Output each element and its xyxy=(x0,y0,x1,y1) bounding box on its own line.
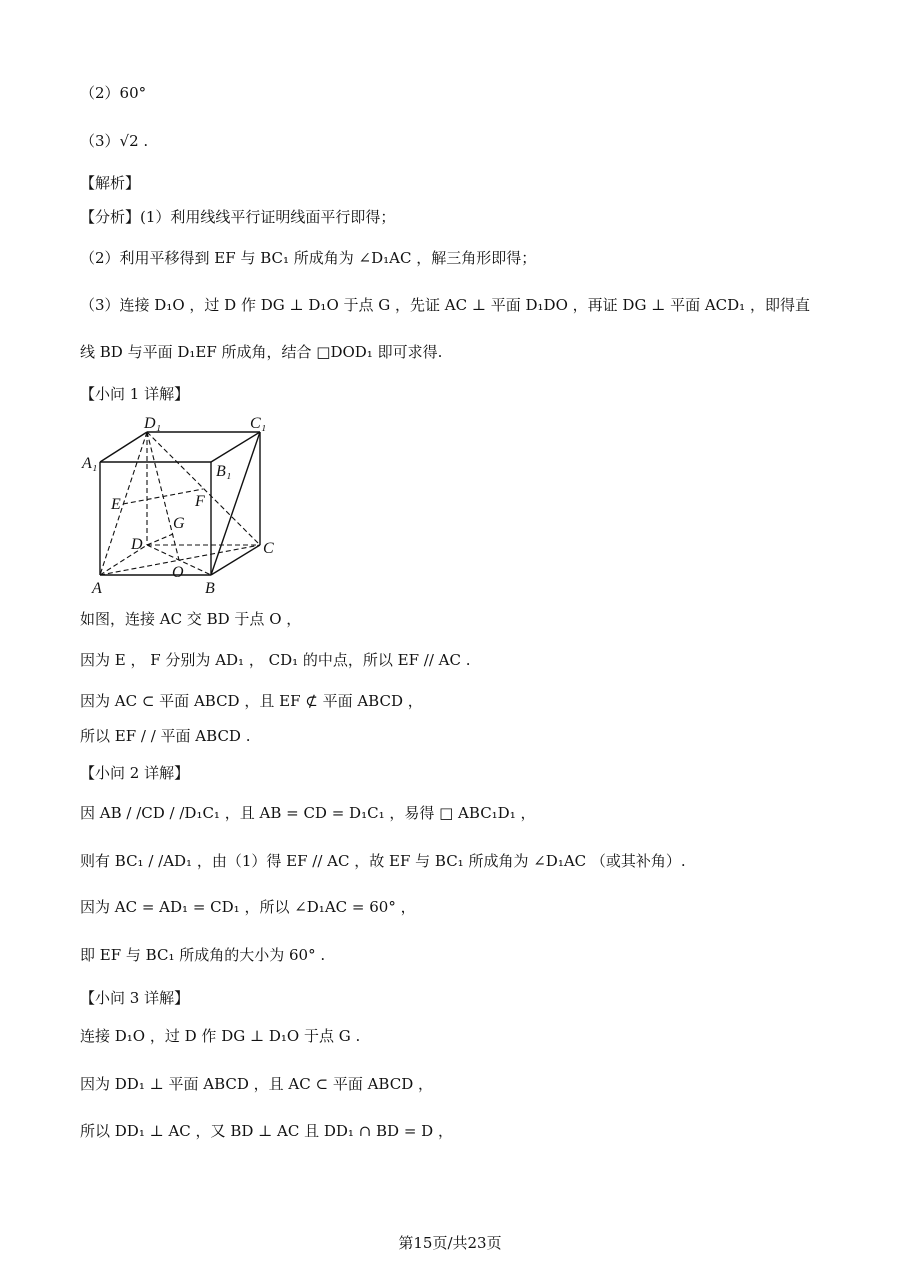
part1-line-3: 因为 AC ⊂ 平面 ABCD ，且 EF ⊄ 平面 ABCD ， xyxy=(80,692,423,710)
analysis-line-1: 【分析】(1）利用线线平行证明线面平行即得； xyxy=(80,208,396,226)
part1-line-1: 如图，连接 AC 交 BD 于点 O ， xyxy=(80,610,302,628)
page-footer: 第15页/共23页 xyxy=(398,1234,502,1252)
label-C1: C₁ xyxy=(250,415,267,432)
analysis-line-3: （3）连接 D₁O ，过 D 作 DG ⊥ D₁O 于点 G ，先证 AC ⊥ 平面 D₁DO ，再证 DG ⊥ 平面 ACD₁ ，即得直 xyxy=(80,296,810,314)
label-O: O xyxy=(172,564,184,581)
jiexi-heading: 【解析】 xyxy=(80,174,141,192)
part1-line-4: 所以 EF / / 平面 ABCD . xyxy=(80,727,251,745)
answer-part3: （3）√2 . xyxy=(80,132,149,150)
part3-line-3: 所以 DD₁ ⊥ AC ，又 BD ⊥ AC 且 DD₁ ∩ BD = D ， xyxy=(80,1122,453,1140)
part2-line-2: 则有 BC₁ / /AD₁ ，由（1）得 EF // AC ，故 EF 与 BC₁ 所成角为 ∠D₁AC （或其补角）. xyxy=(80,852,686,870)
part2-heading: 【小问 2 详解】 xyxy=(80,764,190,782)
label-B: B xyxy=(205,580,215,597)
label-A1: A₁ xyxy=(82,455,98,472)
label-D: D xyxy=(131,536,143,553)
label-G: G xyxy=(173,515,185,532)
label-C: C xyxy=(263,540,274,557)
part2-line-3: 因为 AC = AD₁ = CD₁ ，所以 ∠D₁AC = 60° ， xyxy=(80,898,416,916)
part3-heading: 【小问 3 详解】 xyxy=(80,989,190,1007)
label-D1: D₁ xyxy=(144,415,162,432)
part3-line-1: 连接 D₁O ，过 D 作 DG ⊥ D₁O 于点 G . xyxy=(80,1027,361,1045)
analysis-line-4: 线 BD 与平面 D₁EF 所成角，结合 □DOD₁ 即可求得. xyxy=(80,343,443,361)
part1-line-2: 因为 E ， F 分别为 AD₁ ， CD₁ 的中点，所以 EF // AC . xyxy=(80,651,471,669)
part2-line-1: 因 AB / /CD / /D₁C₁ ，且 AB = CD = D₁C₁ ，易得 □ ABC₁D₁ ， xyxy=(80,804,536,822)
part3-line-2: 因为 DD₁ ⊥ 平面 ABCD ，且 AC ⊂ 平面 ABCD ， xyxy=(80,1075,434,1093)
answer-part2: （2）60° xyxy=(80,84,147,102)
part1-heading: 【小问 1 详解】 xyxy=(80,385,190,403)
label-E: E xyxy=(111,496,121,513)
label-A: A xyxy=(92,580,102,597)
label-B1: B₁ xyxy=(216,463,232,480)
part2-line-4: 即 EF 与 BC₁ 所成角的大小为 60° . xyxy=(80,946,326,964)
cube-figure xyxy=(78,412,293,597)
label-F: F xyxy=(195,493,205,510)
analysis-line-2: （2）利用平移得到 EF 与 BC₁ 所成角为 ∠D₁AC ，解三角形即得； xyxy=(80,249,537,267)
